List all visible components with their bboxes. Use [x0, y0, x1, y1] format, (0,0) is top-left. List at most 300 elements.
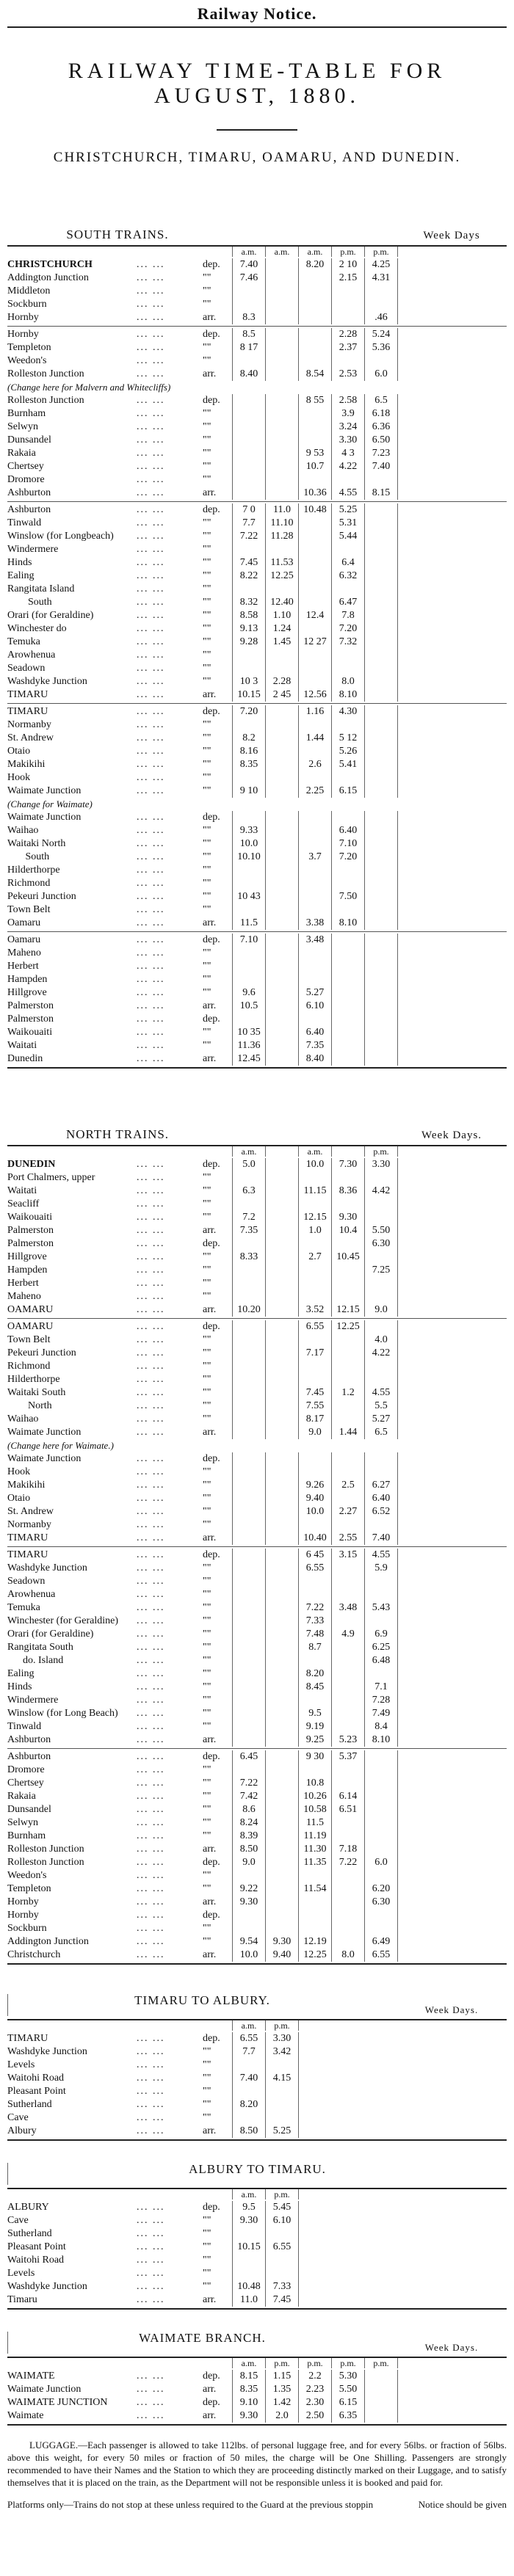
time-cell: 8.7	[298, 1641, 331, 1654]
time-cell: .46	[364, 311, 398, 324]
leader-dots: ... ...	[137, 1265, 165, 1276]
time-cell	[265, 917, 298, 930]
time-cell: 1.44	[298, 732, 331, 745]
time-cell	[265, 272, 298, 285]
station-name: Tinwald	[7, 517, 42, 528]
time-cell	[265, 1185, 298, 1198]
time-cell	[331, 1588, 364, 1601]
time-cell: 5.23	[331, 1733, 364, 1747]
time-cell: 10.0	[232, 837, 265, 851]
station-row	[7, 811, 507, 824]
time-cell: 9.40	[265, 1949, 298, 1962]
dep-arr-label: ""	[203, 434, 211, 445]
station-name: Ashburton	[7, 1751, 51, 1762]
dep-arr-label: ""	[203, 1334, 211, 1345]
column-header-row	[7, 1146, 507, 1157]
time-cell: 12.56	[298, 688, 331, 702]
time-cell	[265, 758, 298, 771]
station-row	[7, 1615, 507, 1628]
section-header	[7, 1120, 507, 1142]
time-cell	[298, 973, 331, 986]
station-group	[7, 1157, 507, 1319]
dep-arr-label: ""	[203, 2073, 211, 2084]
station-row	[7, 2214, 507, 2227]
period-header: a.m.	[232, 2189, 265, 2200]
dep-arr-label: ""	[203, 1778, 211, 1789]
time-cell: 2.53	[331, 368, 364, 381]
time-cell	[331, 298, 364, 311]
station-row	[7, 1733, 507, 1747]
time-cell: 10.26	[298, 1790, 331, 1803]
time-cell	[265, 1750, 298, 1764]
time-cell	[331, 947, 364, 960]
time-cell	[265, 1532, 298, 1545]
time-cell	[331, 543, 364, 556]
station-row	[7, 1373, 507, 1386]
station-name: TIMARU	[7, 706, 48, 717]
station-row	[7, 434, 507, 447]
section-header	[7, 1994, 507, 2016]
time-cell: 5.9	[364, 1562, 398, 1575]
leader-dots: ... ...	[137, 583, 165, 594]
station-row	[7, 1764, 507, 1777]
time-cell	[265, 1869, 298, 1882]
time-cell: 9.25	[298, 1733, 331, 1747]
station-name: Normanby	[7, 719, 51, 730]
time-cell	[331, 649, 364, 662]
time-cell	[232, 1452, 265, 1466]
time-cell	[364, 1816, 398, 1830]
dep-arr-label: ""	[203, 825, 211, 836]
station-name: Sockburn	[7, 299, 47, 310]
time-cell	[364, 1588, 398, 1601]
time-cell	[265, 354, 298, 368]
leader-dots: ... ...	[137, 1387, 165, 1398]
time-cell	[331, 903, 364, 917]
dep-arr-label: arr.	[203, 2410, 217, 2421]
time-cell	[364, 1320, 398, 1334]
time-cell	[364, 1026, 398, 1039]
time-cell	[232, 2267, 265, 2280]
leader-dots: ... ...	[137, 865, 165, 876]
time-cell: 5.50	[364, 1224, 398, 1237]
station-row	[7, 1935, 507, 1949]
station-name: OAMARU	[7, 1321, 54, 1332]
time-cell: 6.3	[232, 1185, 265, 1198]
station-name: St. Andrew	[7, 1506, 54, 1517]
station-row	[7, 758, 507, 771]
dep-arr-label: arr.	[203, 368, 217, 379]
time-cell	[364, 837, 398, 851]
station-group	[7, 704, 507, 932]
time-cell	[331, 1000, 364, 1013]
dep-arr-label: ""	[203, 838, 211, 849]
time-cell	[232, 877, 265, 890]
time-cell: 10.0	[232, 1949, 265, 1962]
station-name: Hilderthorpe	[7, 1374, 60, 1385]
time-cell: 9.28	[232, 636, 265, 649]
leader-dots: ... ...	[137, 1589, 165, 1600]
leader-dots: ... ...	[137, 2228, 165, 2239]
time-cell	[331, 1909, 364, 1922]
time-cell: 6.30	[364, 1237, 398, 1251]
station-row	[7, 487, 507, 500]
time-cell	[331, 1052, 364, 1066]
station-name: TIMARU	[7, 2033, 48, 2044]
time-cell: 7.2	[232, 1211, 265, 1224]
station-row	[7, 662, 507, 675]
leader-dots: ... ...	[137, 961, 165, 972]
time-cell: 1.44	[331, 1426, 364, 1439]
time-cell: 9.30	[232, 2214, 265, 2227]
dep-arr-label: ""	[203, 2215, 211, 2226]
dep-arr-label: dep.	[203, 1321, 220, 1332]
time-cell	[331, 1720, 364, 1733]
time-cell	[265, 1413, 298, 1426]
station-name: Seacliff	[7, 1198, 40, 1209]
station-name: Windermere	[7, 1695, 59, 1706]
time-cell	[265, 705, 298, 718]
leader-dots: ... ...	[137, 408, 165, 419]
dep-arr-label: ""	[203, 355, 211, 366]
time-cell	[265, 1518, 298, 1532]
dep-arr-label: ""	[203, 1519, 211, 1530]
time-cell: 5.25	[265, 2125, 299, 2138]
time-cell	[298, 473, 331, 487]
time-cell	[232, 1171, 265, 1185]
week-days-label: Week Days.	[421, 1129, 482, 1141]
dep-arr-label: arr.	[203, 1427, 217, 1438]
time-cell	[265, 2098, 299, 2111]
station-name: Cave	[7, 2215, 29, 2226]
time-cell	[298, 434, 331, 447]
leader-dots: ... ...	[137, 825, 165, 836]
time-cell	[364, 1452, 398, 1466]
time-cell: 6.48	[364, 1654, 398, 1667]
leader-dots: ... ...	[137, 2255, 165, 2266]
time-cell	[265, 2085, 299, 2098]
time-cell: 5.25	[331, 503, 364, 517]
station-name: TIMARU	[7, 1549, 48, 1560]
dep-arr-label: ""	[203, 772, 211, 783]
station-row	[7, 1869, 507, 1882]
leader-dots: ... ...	[137, 891, 165, 902]
time-cell	[331, 1667, 364, 1681]
station-name: Waimate Junction	[7, 812, 82, 823]
time-cell: 5.30	[331, 2370, 364, 2383]
time-cell	[331, 662, 364, 675]
station-row	[7, 1896, 507, 1909]
leader-dots: ... ...	[137, 2033, 165, 2044]
station-row	[7, 1198, 507, 1211]
time-cell	[331, 1237, 364, 1251]
time-cell	[265, 1816, 298, 1830]
station-name: Richmond	[7, 1361, 51, 1372]
dep-arr-label: ""	[203, 987, 211, 998]
time-cell	[298, 1764, 331, 1777]
station-name: Temuka	[7, 1602, 40, 1613]
station-row	[7, 394, 507, 407]
station-name: Rolleston Junction	[7, 395, 84, 406]
leader-dots: ... ...	[137, 1549, 165, 1560]
dep-arr-label: ""	[203, 904, 211, 915]
time-cell: 12 27	[298, 636, 331, 649]
time-cell	[364, 1039, 398, 1052]
station-name: Waitati	[7, 1185, 37, 1196]
time-cell	[364, 1843, 398, 1856]
time-cell: 10 3	[232, 675, 265, 688]
station-row	[7, 609, 507, 622]
leader-dots: ... ...	[137, 1844, 165, 1855]
dep-arr-label: ""	[203, 1480, 211, 1491]
station-name: do. Island	[7, 1655, 64, 1666]
time-cell	[232, 1426, 265, 1439]
time-cell	[265, 1479, 298, 1492]
leader-dots: ... ...	[137, 1791, 165, 1802]
station-row	[7, 732, 507, 745]
time-cell: 8.2	[232, 732, 265, 745]
time-cell: 12.19	[298, 1935, 331, 1949]
dep-arr-label: arr.	[203, 1000, 217, 1011]
section-title: TIMARU TO ALBURY.	[7, 1994, 397, 2016]
time-cell	[265, 649, 298, 662]
station-name: Waihao	[7, 825, 39, 836]
dep-arr-label: ""	[203, 408, 211, 419]
period-header: p.m.	[364, 1146, 398, 1157]
time-cell: 11.5	[232, 917, 265, 930]
dep-arr-label: ""	[203, 1602, 211, 1613]
dep-arr-label: ""	[203, 557, 211, 568]
time-cell: 8 17	[232, 341, 265, 354]
leader-dots: ... ...	[137, 1334, 165, 1345]
time-cell	[364, 675, 398, 688]
dep-arr-label: ""	[203, 2241, 211, 2252]
leader-dots: ... ...	[137, 1400, 165, 1411]
time-cell: 7.10	[232, 934, 265, 947]
time-cell	[298, 1588, 331, 1601]
dep-arr-label: ""	[203, 676, 211, 687]
time-cell: 6.15	[331, 2396, 364, 2409]
station-row	[7, 890, 507, 903]
time-cell: 5.5	[364, 1400, 398, 1413]
time-cell	[265, 1856, 298, 1869]
time-cell: 7.40	[364, 1532, 398, 1545]
station-name: Cave	[7, 2112, 29, 2123]
leader-dots: ... ...	[137, 1910, 165, 1921]
time-cell	[298, 662, 331, 675]
station-name: Templeton	[7, 1883, 51, 1894]
time-cell	[265, 745, 298, 758]
time-cell	[265, 2254, 299, 2267]
station-name: South	[7, 851, 50, 862]
time-cell: 3.15	[331, 1549, 364, 1562]
time-cell: 11.36	[232, 1039, 265, 1052]
station-row	[7, 986, 507, 1000]
time-cell: 6.55	[265, 2241, 299, 2254]
time-cell: 5.27	[364, 1413, 398, 1426]
time-cell: 10.0	[298, 1505, 331, 1518]
dep-arr-label: ""	[203, 1400, 211, 1411]
time-cell	[232, 285, 265, 298]
time-cell	[265, 258, 298, 272]
time-cell: 9 53	[298, 447, 331, 460]
time-cell: 6.15	[331, 785, 364, 798]
time-cell: 8 55	[298, 394, 331, 407]
station-row	[7, 1777, 507, 1790]
time-cell: 6.40	[364, 1492, 398, 1505]
station-row	[7, 1667, 507, 1681]
time-cell: 5.44	[331, 530, 364, 543]
time-cell: 6.49	[364, 1935, 398, 1949]
station-row	[7, 1588, 507, 1601]
time-cell: 6.25	[364, 1641, 398, 1654]
leader-dots: ... ...	[137, 2397, 165, 2408]
time-cell: 9.19	[298, 1720, 331, 1733]
dep-arr-label: ""	[203, 851, 211, 862]
time-cell: 2.23	[298, 2383, 331, 2396]
time-cell: 8.45	[298, 1681, 331, 1694]
leader-dots: ... ...	[137, 1804, 165, 1815]
leader-dots: ... ...	[137, 1629, 165, 1640]
leader-dots: ... ...	[137, 759, 165, 770]
leader-dots: ... ...	[137, 636, 165, 647]
station-row	[7, 1000, 507, 1013]
time-cell	[265, 407, 298, 421]
route-subtitle: CHRISTCHURCH, TIMARU, OAMARU, AND DUNEDIN.	[53, 150, 461, 165]
time-cell	[331, 1764, 364, 1777]
time-cell	[331, 1198, 364, 1211]
dep-arr-label: ""	[203, 891, 211, 902]
time-cell	[265, 1000, 298, 1013]
leader-dots: ... ...	[137, 531, 165, 542]
station-row	[7, 1039, 507, 1052]
station-row	[7, 824, 507, 837]
station-name: Winchester do	[7, 623, 67, 634]
period-header: a.m.	[232, 247, 265, 257]
dep-arr-label: ""	[203, 1629, 211, 1640]
leader-dots: ... ...	[137, 812, 165, 823]
period-header: p.m.	[265, 2189, 299, 2200]
time-cell	[265, 1426, 298, 1439]
station-row	[7, 877, 507, 890]
time-cell	[298, 864, 331, 877]
time-cell	[331, 1492, 364, 1505]
time-cell	[265, 934, 298, 947]
time-cell	[232, 1681, 265, 1694]
time-cell	[364, 596, 398, 609]
station-name: Levels	[7, 2059, 35, 2070]
dep-arr-label: ""	[203, 1615, 211, 1626]
station-name: Weedon's	[7, 355, 47, 366]
time-cell: 5.27	[298, 986, 331, 1000]
station-row	[7, 1347, 507, 1360]
time-cell	[364, 688, 398, 702]
leader-dots: ... ...	[137, 1427, 165, 1438]
time-cell: 9.0	[232, 1856, 265, 1869]
time-cell	[265, 543, 298, 556]
time-cell	[298, 1277, 331, 1290]
time-cell	[364, 473, 398, 487]
time-cell	[364, 903, 398, 917]
time-cell: 8.10	[331, 917, 364, 930]
time-cell: 7.18	[331, 1843, 364, 1856]
station-name: Rolleston Junction	[7, 1844, 84, 1855]
time-cell: 3.24	[331, 421, 364, 434]
time-cell	[364, 1251, 398, 1264]
leader-dots: ... ...	[137, 285, 165, 296]
station-row	[7, 1641, 507, 1654]
leader-dots: ... ...	[137, 610, 165, 621]
leader-dots: ... ...	[137, 2125, 165, 2136]
dep-arr-label: dep.	[203, 2397, 220, 2408]
leader-dots: ... ...	[137, 1000, 165, 1011]
time-cell	[298, 530, 331, 543]
time-cell: 4.55	[364, 1386, 398, 1400]
time-cell	[232, 447, 265, 460]
dep-arr-label: dep.	[203, 934, 220, 945]
station-name: Winslow (for Long Beach)	[7, 1708, 118, 1719]
leader-dots: ... ...	[137, 1291, 165, 1302]
time-cell	[232, 718, 265, 732]
period-header: a.m.	[232, 1146, 265, 1157]
time-cell	[364, 732, 398, 745]
dep-arr-label: ""	[203, 650, 211, 661]
station-row	[7, 1052, 507, 1066]
station-name: South	[7, 597, 52, 608]
time-cell: 9.30	[265, 1935, 298, 1949]
dep-arr-label: ""	[203, 2086, 211, 2097]
leader-dots: ... ...	[137, 1453, 165, 1464]
leader-dots: ... ...	[137, 1562, 165, 1573]
station-row	[7, 421, 507, 434]
station-name: Ashburton	[7, 487, 51, 498]
time-cell	[265, 368, 298, 381]
time-cell: 11.53	[265, 556, 298, 570]
time-cell	[331, 1347, 364, 1360]
station-row	[7, 649, 507, 662]
dep-arr-label: ""	[203, 1387, 211, 1398]
station-name: Waitaki North	[7, 838, 66, 849]
time-cell	[331, 1400, 364, 1413]
station-row	[7, 1277, 507, 1290]
station-row	[7, 1334, 507, 1347]
station-row	[7, 1750, 507, 1764]
time-cell	[364, 864, 398, 877]
timetable	[7, 2188, 507, 2310]
station-name: Waitohi Road	[7, 2073, 65, 2084]
time-cell	[265, 824, 298, 837]
leader-dots: ... ...	[137, 785, 165, 796]
station-row	[7, 947, 507, 960]
change-note-text: (Change for Waimate)	[7, 798, 93, 809]
station-name: Rakaia	[7, 448, 36, 459]
dep-arr-label: ""	[203, 785, 211, 796]
time-cell	[265, 1909, 298, 1922]
time-cell: 7.46	[232, 272, 265, 285]
time-cell	[331, 1641, 364, 1654]
week-days-label: Week Days.	[424, 2342, 479, 2353]
time-cell: 10.8	[298, 1777, 331, 1790]
dep-arr-label: ""	[203, 878, 211, 889]
time-cell	[331, 473, 364, 487]
time-cell	[265, 487, 298, 500]
week-days-label: Week Days	[423, 230, 480, 241]
time-cell: 8.22	[232, 570, 265, 583]
time-cell: 6.35	[331, 2409, 364, 2423]
time-cell	[265, 1400, 298, 1413]
time-cell	[364, 583, 398, 596]
station-name: Waitaki South	[7, 1387, 66, 1398]
